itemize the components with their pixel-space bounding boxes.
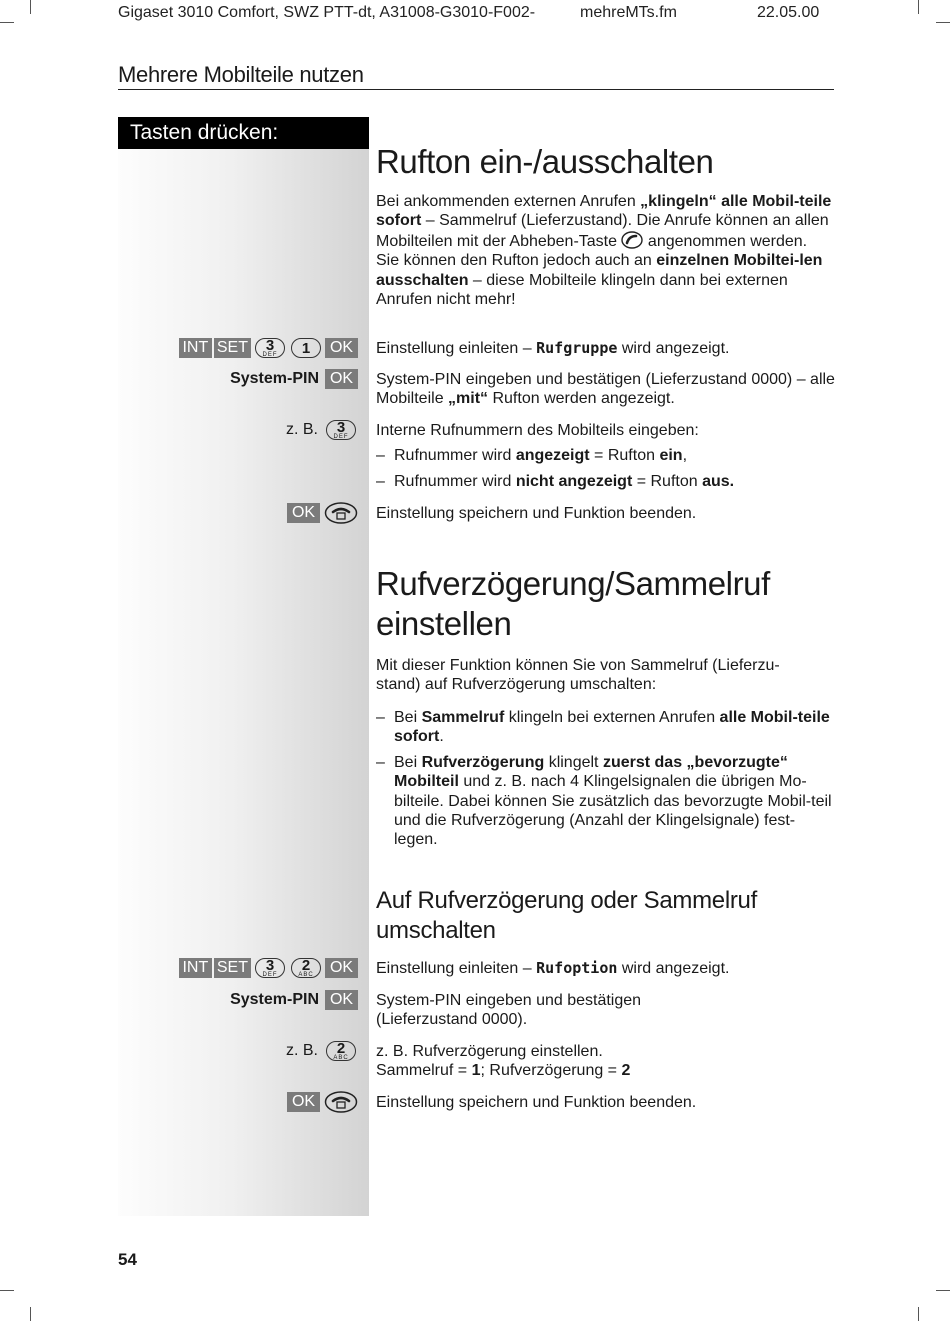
set-key[interactable]: SET [214,338,251,358]
page-number: 54 [118,1250,137,1269]
ok-key[interactable]: OK [287,1092,320,1112]
digit-2-key[interactable]: 2 ABC [291,958,321,978]
s2-step4-keys [287,1091,358,1113]
system-pin-label: System-PIN [230,991,319,1008]
s2-step3-text: z. B. Rufverzögerung einstellen. Sammelruf = 1; Rufverzögerung = 2 [376,1043,631,1080]
ok-key[interactable]: OK [325,369,358,389]
crop-mark [936,1290,950,1291]
crop-mark [918,1307,919,1321]
s2-intro: Mit dieser Funktion können Sie von Sammelruf (Lieferzu-stand) auf Rufverzögerung umschalten: [376,657,780,694]
key-column-header: Tasten drücken: [118,117,369,149]
header-doc-id: Gigaset 3010 Comfort, SWZ PTT-dt, A31008-G3010-F002- [118,4,536,21]
header-date: 22.05.00 [757,4,820,21]
s1-intro: Bei ankommenden externen Anrufen „klingeln“ alle Mobil-teile sofort – Sammelruf (Lieferzustand). Die Anrufe können an allen Mobilteilen mit der Abheben-Taste angenommen werden. Sie können den Rufton jedoch auch an einzelnen Mobiltei-len ausschalten – diese Mobilteile klingeln dann bei externen Anrufen nicht mehr! [376,193,832,309]
end-call-icon[interactable] [324,1091,358,1113]
header-file-name: mehreMTs.fm [580,4,677,21]
s2-step2-text: System-PIN eingeben und bestätigen (Lieferzustand 0000). [376,992,642,1029]
section-title: Mehrere Mobilteile nutzen [118,62,364,87]
s2-step4-text: Einstellung speichern und Funktion beenden. [376,1094,697,1111]
s1-step2-text: System-PIN eingeben und bestätigen (Lieferzustand 0000) – alle Mobilteile „mit“ Rufton werden angezeigt. [376,371,835,408]
s2-step3-keys [286,1040,358,1062]
int-key[interactable]: INT [179,958,212,978]
s2-step1-text: Einstellung einleiten – Rufoption wird angezeigt. [376,959,730,977]
digit-3-key[interactable]: 3 DEF [326,420,356,440]
int-key[interactable]: INT [179,338,212,358]
system-pin-label: System-PIN [230,370,319,387]
set-key[interactable]: SET [214,958,251,978]
ok-key[interactable]: OK [325,990,358,1010]
digit-3-key[interactable]: 3 DEF [255,958,285,978]
s1-title: Rufton ein-/ausschalten [376,143,714,180]
ok-key[interactable]: OK [325,338,358,358]
crop-mark [936,22,950,23]
example-label: z. B. [285,1042,318,1059]
crop-mark [0,22,14,23]
s2-step2-keys [230,989,358,1011]
s1-step4-text: Einstellung speichern und Funktion beenden. [376,505,697,522]
crop-mark [918,0,919,14]
list-item: – Bei Sammelruf klingeln bei externen Anrufen alle Mobil-teile sofort. [376,709,830,746]
s1-step1-keys [179,337,358,359]
crop-mark [0,1290,14,1291]
s1-step1-text: Einstellung einleiten – Rufgruppe wird angezeigt. [376,339,730,357]
s1-step4-keys [287,502,358,524]
s1-step3-text: Interne Rufnummern des Mobilteils eingeben: – Rufnummer wird angezeigt = Rufton ein, – Rufnummer wird nicht angezeigt = Rufton aus. [376,421,836,491]
list-item: – Bei Rufverzögerung klingelt zuerst das „bevorzugte“ Mobilteil und z. B. nach 4 Klingelsignalen die übrigen Mo-bilteile. Dabei können Sie zusätzlich das bevorzugte Mobil-teil und die Rufverzögerung (Anzahl der Klingelsignale) fest-legen. [376,753,832,849]
header-rule [118,89,834,90]
digit-1-key[interactable]: 1 [291,338,321,358]
example-label: z. B. [285,421,318,438]
list-item: – Rufnummer wird angezeigt = Rufton ein, [376,447,688,465]
s1-step3-keys [286,419,358,441]
crop-mark [30,1307,31,1321]
s2-step1-keys [179,957,358,979]
list-item: – Rufnummer wird nicht angezeigt = Rufton aus. [376,472,735,490]
handset-icon [621,231,643,249]
s2-subtitle: Auf Rufverzögerung oder Sammelruf umschalten [376,887,757,944]
end-call-icon[interactable] [324,502,358,524]
ok-key[interactable]: OK [287,503,320,523]
s2-bullets [376,708,836,850]
crop-mark [30,0,31,14]
digit-2-key[interactable]: 2 ABC [326,1041,356,1061]
digit-3-key[interactable]: 3 DEF [255,338,285,358]
s1-step2-keys [230,368,358,390]
s2-title: Rufverzögerung/Sammelruf einstellen [376,565,770,642]
ok-key[interactable]: OK [325,958,358,978]
